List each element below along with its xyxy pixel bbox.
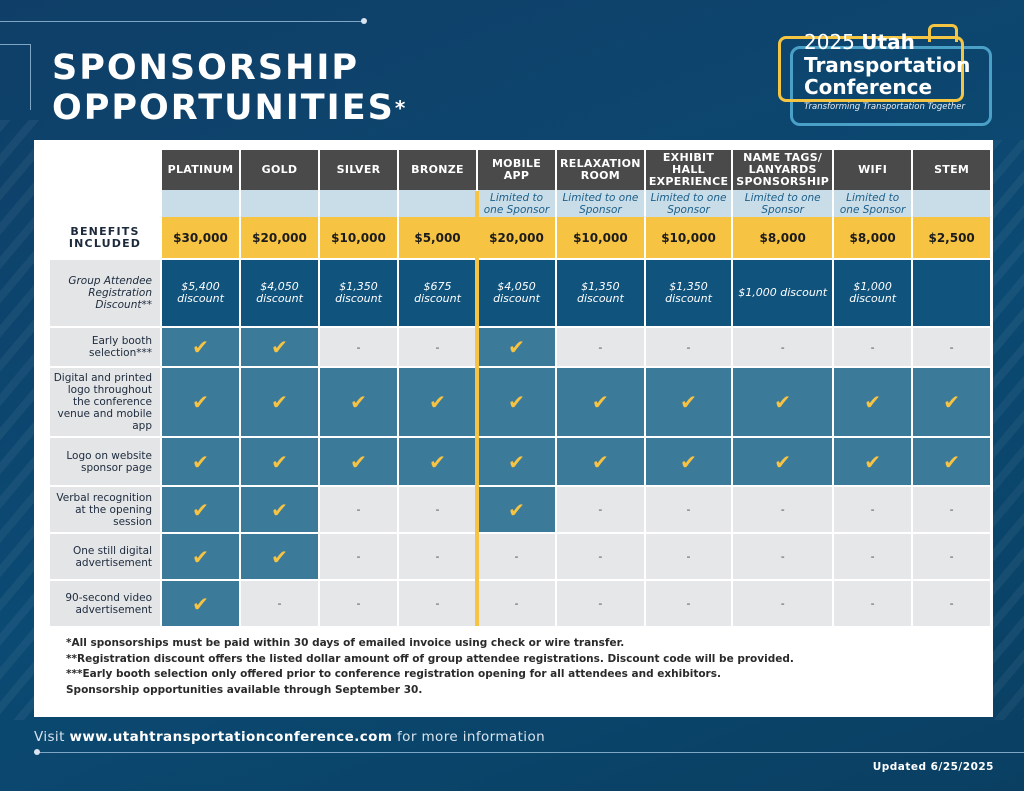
tier-price-7: $8,000 <box>733 217 832 258</box>
benefit-cell <box>478 366 555 436</box>
benefit-cell <box>646 532 731 579</box>
check-icon: ✔ <box>429 390 446 414</box>
tier-limit-7: Limited to one Sponsor <box>733 190 832 217</box>
dash-mark: - <box>870 503 875 516</box>
benefit-label: One still digital advertisement <box>50 532 160 579</box>
check-icon: ✔ <box>680 449 697 474</box>
dash-mark: - <box>949 550 954 563</box>
benefit-cell <box>320 532 397 579</box>
dash-mark: - <box>870 340 875 354</box>
footnote-2: **Registration discount offers the listed dollar amount off of group attendee registrations. Discount code will be provided. <box>66 652 794 665</box>
benefit-row <box>50 366 990 436</box>
benefit-cell <box>320 436 397 485</box>
tier-limit-4: Limited to one Sponsor <box>478 190 555 217</box>
benefit-cell <box>399 532 476 579</box>
benefit-label: Early booth selection*** <box>50 326 160 366</box>
check-icon: ✔ <box>271 544 288 569</box>
tier-price-4: $20,000 <box>478 217 555 258</box>
category-separator <box>475 191 479 626</box>
check-icon: ✔ <box>271 449 288 474</box>
benefit-cell <box>241 579 318 626</box>
page-title <box>52 48 407 128</box>
title-line-1: SPONSORSHIP <box>52 48 359 88</box>
logo-state: Utah <box>861 30 915 54</box>
tier-limit-0 <box>162 190 239 217</box>
benefit-row <box>50 436 990 485</box>
benefit-cell <box>399 326 476 366</box>
tier-price-6: $10,000 <box>646 217 731 258</box>
tier-header-0: PLATINUM <box>162 150 239 190</box>
discount-cell: $675 discount <box>399 258 476 326</box>
dash-mark: - <box>870 550 875 563</box>
left-decor-vline <box>30 44 31 110</box>
dash-mark: - <box>780 340 785 354</box>
benefit-cell <box>478 485 555 532</box>
benefit-cell <box>241 485 318 532</box>
benefit-cell <box>557 579 644 626</box>
tier-price-0: $30,000 <box>162 217 239 258</box>
benefit-cell <box>162 579 239 626</box>
tier-price-2: $10,000 <box>320 217 397 258</box>
benefit-cell <box>733 366 832 436</box>
dash-mark: - <box>686 550 691 563</box>
dash-mark: - <box>598 340 603 354</box>
benefit-cell <box>399 366 476 436</box>
discount-cell: $4,050 discount <box>241 258 318 326</box>
tier-header-3: BRONZE <box>399 150 476 190</box>
tier-header-7: NAME TAGS/ LANYARDS SPONSORSHIP <box>733 150 832 190</box>
conference-logo <box>778 24 994 128</box>
footnotes <box>66 636 794 698</box>
dash-mark: - <box>598 597 603 610</box>
benefit-cell <box>399 436 476 485</box>
bottom-decor-dot <box>34 749 40 755</box>
benefit-label: Digital and printed logo throughout the conference venue and mobile app <box>50 366 160 436</box>
check-icon: ✔ <box>429 449 446 474</box>
benefit-cell <box>834 436 911 485</box>
benefit-cell <box>241 532 318 579</box>
benefit-cell <box>399 579 476 626</box>
dash-mark: - <box>514 550 519 563</box>
benefit-label: Verbal recognition at the opening session <box>50 485 160 532</box>
footnote-3: ***Early booth selection only offered prior to conference registration opening for all attendees and exhibitors. <box>66 668 721 680</box>
benefit-cell <box>162 326 239 366</box>
discount-cell: $1,350 discount <box>557 258 644 326</box>
dash-mark: - <box>949 503 954 516</box>
tier-price-9: $2,500 <box>913 217 990 258</box>
dash-mark: - <box>598 550 603 563</box>
title-asterisk: * <box>394 96 408 120</box>
benefit-cell <box>162 532 239 579</box>
tier-price-8: $8,000 <box>834 217 911 258</box>
benefit-cell <box>478 326 555 366</box>
check-icon: ✔ <box>350 390 367 414</box>
benefit-cell <box>834 326 911 366</box>
benefit-cell <box>913 579 990 626</box>
benefit-cell <box>733 326 832 366</box>
dash-mark: - <box>435 340 440 354</box>
check-icon: ✔ <box>680 390 697 414</box>
check-icon: ✔ <box>350 449 367 474</box>
dash-mark: - <box>949 340 954 354</box>
benefit-cell <box>733 485 832 532</box>
limit-corner <box>50 190 160 217</box>
logo-year: 2025 <box>804 30 855 54</box>
tier-limit-3 <box>399 190 476 217</box>
dash-mark: - <box>356 340 361 354</box>
check-icon: ✔ <box>192 544 209 569</box>
check-icon: ✔ <box>508 335 525 359</box>
tier-price-3: $5,000 <box>399 217 476 258</box>
discount-cell: $1,000 discount <box>834 258 911 326</box>
benefit-cell <box>834 532 911 579</box>
benefit-label: Logo on website sponsor page <box>50 436 160 485</box>
benefit-cell <box>913 485 990 532</box>
dash-mark: - <box>435 597 440 610</box>
check-icon: ✔ <box>864 449 881 474</box>
tier-header-2: SILVER <box>320 150 397 190</box>
visit-line <box>34 729 545 745</box>
check-icon: ✔ <box>774 449 792 474</box>
benefit-cell <box>913 532 990 579</box>
tier-header-1: GOLD <box>241 150 318 190</box>
logo-line-2: Transportation <box>804 53 971 77</box>
dash-mark: - <box>780 597 785 610</box>
benefit-cell <box>646 579 731 626</box>
benefit-cell <box>478 532 555 579</box>
top-decor-dot <box>361 18 367 24</box>
check-icon: ✔ <box>774 390 792 414</box>
tier-limit-5: Limited to one Sponsor <box>557 190 644 217</box>
dash-mark: - <box>356 503 361 516</box>
tier-header-6: EXHIBIT HALL EXPERIENCE <box>646 150 731 190</box>
logo-line-3: Conference <box>804 75 933 99</box>
tier-limit-9 <box>913 190 990 217</box>
sponsorship-table <box>48 150 992 626</box>
visit-suffix: for more information <box>397 729 546 745</box>
check-icon: ✔ <box>508 449 525 474</box>
dash-mark: - <box>686 503 691 516</box>
bottom-decor-line <box>34 752 1024 753</box>
check-icon: ✔ <box>943 390 960 414</box>
discount-cell: $1,350 discount <box>320 258 397 326</box>
check-icon: ✔ <box>592 449 609 474</box>
benefit-cell <box>834 579 911 626</box>
tier-price-5: $10,000 <box>557 217 644 258</box>
updated-date: Updated 6/25/2025 <box>872 761 994 773</box>
discount-cell <box>913 258 990 326</box>
check-icon: ✔ <box>192 497 209 522</box>
benefit-cell <box>557 532 644 579</box>
footnote-4: Sponsorship opportunities available through September 30. <box>66 683 423 696</box>
benefit-cell <box>320 579 397 626</box>
dash-mark: - <box>435 503 440 516</box>
dash-mark: - <box>949 597 954 610</box>
benefit-cell <box>733 532 832 579</box>
check-icon: ✔ <box>271 497 288 522</box>
benefit-row <box>50 485 990 532</box>
tier-limit-1 <box>241 190 318 217</box>
discount-cell: $5,400 discount <box>162 258 239 326</box>
top-decor-line <box>0 21 364 22</box>
check-icon: ✔ <box>943 449 960 474</box>
benefit-cell <box>162 436 239 485</box>
tier-header-8: WIFI <box>834 150 911 190</box>
dash-mark: - <box>780 503 785 516</box>
dash-mark: - <box>686 340 691 354</box>
benefit-cell <box>399 485 476 532</box>
benefit-cell <box>557 366 644 436</box>
benefit-cell <box>646 366 731 436</box>
check-icon: ✔ <box>271 390 288 414</box>
dash-mark: - <box>356 550 361 563</box>
check-icon: ✔ <box>192 449 209 474</box>
benefit-cell <box>557 485 644 532</box>
discount-cell: $1,350 discount <box>646 258 731 326</box>
benefit-cell <box>478 436 555 485</box>
benefit-cell <box>320 326 397 366</box>
check-icon: ✔ <box>508 390 525 414</box>
title-line-2: OPPORTUNITIES <box>52 88 395 128</box>
dash-mark: - <box>780 550 785 563</box>
benefit-cell <box>241 326 318 366</box>
benefit-label: 90-second video advertisement <box>50 579 160 626</box>
benefit-cell <box>162 366 239 436</box>
tier-header-4: MOBILE APP <box>478 150 555 190</box>
benefit-cell <box>241 366 318 436</box>
left-decor-line <box>0 44 30 45</box>
discount-cell: $1,000 discount <box>733 258 832 326</box>
benefit-row <box>50 579 990 626</box>
dash-mark: - <box>870 597 875 610</box>
benefit-cell <box>557 436 644 485</box>
check-icon: ✔ <box>508 497 525 522</box>
check-icon: ✔ <box>192 591 209 616</box>
benefits-included-label: BENEFITS INCLUDED <box>68 224 142 250</box>
benefit-cell <box>162 485 239 532</box>
benefit-cell <box>733 436 832 485</box>
dash-mark: - <box>514 597 519 610</box>
benefit-cell <box>241 436 318 485</box>
dash-mark: - <box>435 550 440 563</box>
tier-limit-6: Limited to one Sponsor <box>646 190 731 217</box>
footnote-1: *All sponsorships must be paid within 30 days of emailed invoice using check or wire transfer. <box>66 637 625 649</box>
benefit-cell <box>733 579 832 626</box>
right-decor-stripes <box>992 140 1024 720</box>
benefit-cell <box>478 579 555 626</box>
tier-header-9: STEM <box>913 150 990 190</box>
logo-tagline: Transforming Transportation Together <box>804 102 965 112</box>
benefit-row <box>50 532 990 579</box>
website-link[interactable]: www.utahtransportationconference.com <box>69 729 393 745</box>
tier-price-1: $20,000 <box>241 217 318 258</box>
dash-mark: - <box>598 503 603 516</box>
discount-cell: $4,050 discount <box>478 258 555 326</box>
benefit-cell <box>913 436 990 485</box>
benefit-cell <box>646 436 731 485</box>
visit-prefix: Visit <box>34 729 65 745</box>
benefit-cell <box>320 485 397 532</box>
check-icon: ✔ <box>192 390 209 414</box>
tier-header-5: RELAXATION ROOM <box>557 150 644 190</box>
benefit-cell <box>320 366 397 436</box>
dash-mark: - <box>356 597 361 610</box>
check-icon: ✔ <box>592 390 609 414</box>
header-corner <box>50 150 160 190</box>
benefit-cell <box>646 485 731 532</box>
dash-mark: - <box>686 597 691 610</box>
sponsorship-card <box>34 140 993 717</box>
tier-limit-8: Limited to one Sponsor <box>834 190 911 217</box>
check-icon: ✔ <box>192 335 209 359</box>
dash-mark: - <box>277 597 282 610</box>
benefit-cell <box>913 366 990 436</box>
benefit-cell <box>557 326 644 366</box>
benefit-cell <box>834 366 911 436</box>
benefit-cell <box>834 485 911 532</box>
benefit-cell <box>646 326 731 366</box>
benefit-row <box>50 326 990 366</box>
benefit-cell <box>913 326 990 366</box>
benefit-row <box>50 258 990 326</box>
tier-limit-2 <box>320 190 397 217</box>
check-icon: ✔ <box>864 390 881 414</box>
benefit-label: Group Attendee Registration Discount** <box>50 258 160 326</box>
check-icon: ✔ <box>271 335 288 359</box>
